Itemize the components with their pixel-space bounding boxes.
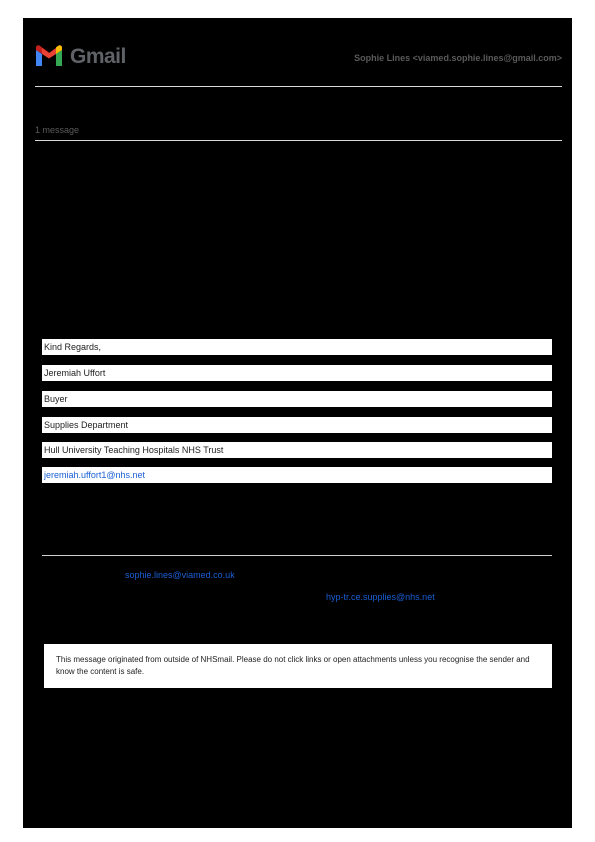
message-count: 1 message [35, 125, 80, 135]
gmail-wordmark: Gmail [70, 45, 126, 68]
gmail-m-icon [34, 44, 64, 68]
email-page [23, 18, 572, 828]
external-sender-notice: This message originated from outside of NHSmail. Please do not click links or open attachments unless you recognise the sender and know the content is safe. [44, 644, 552, 688]
account-email: Sophie Lines <viamed.sophie.lines@gmail.com> [354, 53, 562, 63]
quote-divider [42, 555, 552, 556]
signature-line-organisation: Hull University Teaching Hospitals NHS Trust [42, 442, 552, 458]
signature-email-row [42, 467, 552, 483]
signature-line-department: Supplies Department [42, 417, 552, 433]
quoted-from-email-link[interactable]: sophie.lines@viamed.co.uk [125, 570, 235, 580]
gmail-logo[interactable] [34, 44, 129, 70]
signature-line-title: Buyer [42, 391, 552, 407]
signature-line-closing: Kind Regards, [42, 339, 552, 355]
quoted-to-email-link[interactable]: hyp-tr.ce.supplies@nhs.net [326, 592, 435, 602]
signature-email-link[interactable]: jeremiah.uffort1@nhs.net [44, 470, 146, 480]
thread-divider [35, 140, 562, 141]
signature-line-name: Jeremiah Uffort [42, 365, 552, 381]
header-divider [35, 86, 562, 87]
